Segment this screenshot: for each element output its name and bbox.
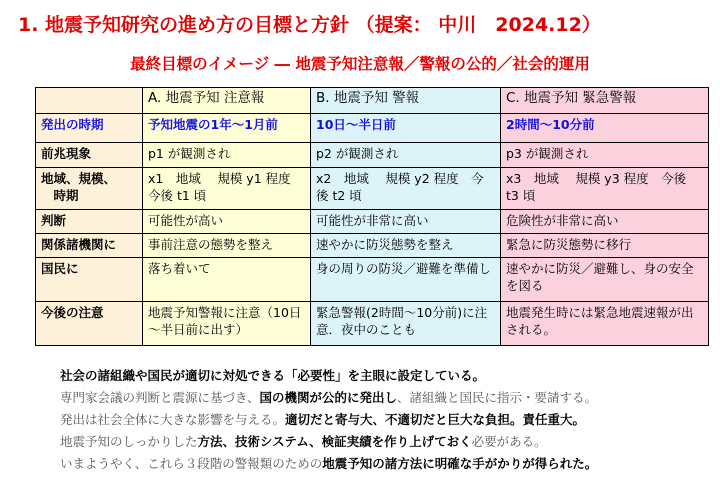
cell-c: x3 地域 規模 y3 程度 今後 t3 頃 [501, 168, 709, 210]
note-line-2 [60, 387, 710, 409]
cell-a: 可能性が高い [143, 210, 311, 234]
row-label: 国民に [36, 258, 143, 302]
note-3a: 発出は社会全体に大きな影響を与える。 [60, 412, 286, 427]
table-row [36, 302, 709, 346]
cell-b: x2 地域 規模 y2 程度 今後 t2 頃 [311, 168, 501, 210]
table-row [36, 234, 709, 258]
row-label: 発出の時期 [36, 114, 143, 143]
cell-a: p1 が観測され [143, 143, 311, 168]
table-row [36, 114, 709, 143]
note-line-4 [60, 431, 710, 453]
cell-b: 速やかに防災態勢を整え [311, 234, 501, 258]
note-5a: いまようやく、これら３段階の警報類のための [60, 456, 323, 471]
cell-a: 予知地震の1年～1月前 [143, 114, 311, 143]
page-subtitle: 最終目標のイメージ ― 地震予知注意報／警報の公的／社会的運用 [130, 55, 590, 73]
row-label: 判断 [36, 210, 143, 234]
note-4a: 地震予知のしっかりした [60, 434, 198, 449]
row-label: 関係諸機関に [36, 234, 143, 258]
cell-a: 地震予知警報に注意（10日～半日前に出す） [143, 302, 311, 346]
note-5b: 地震予知の諸方法に明確な手がかりが得られた。 [322, 456, 598, 471]
note-2c: 、諸組織と国民に指示・要請する。 [397, 390, 598, 405]
cell-b: 身の周りの防災／避難を準備し [311, 258, 501, 302]
header-cell-c: C. 地震予知 緊急警報 [501, 88, 709, 114]
note-3b: 適切だと寄与大、不適切だと巨大な負担。責任重大。 [285, 412, 586, 427]
note-4c: 必要がある。 [471, 434, 547, 449]
note-4b: 方法、技術システム、検証実績を作り上げておく [197, 434, 472, 449]
row-label: 前兆現象 [36, 143, 143, 168]
table-row [36, 143, 709, 168]
cell-c: 2時間～10分前 [501, 114, 709, 143]
cell-a: x1 地域 規模 y1 程度 今後 t1 頃 [143, 168, 311, 210]
table-row [36, 258, 709, 302]
header-cell-b: B. 地震予知 警報 [311, 88, 501, 114]
cell-c: 危険性が非常に高い [501, 210, 709, 234]
page-title: 1. 地震予知研究の進め方の目標と方針 （提案： 中川 2024.12） [18, 14, 601, 36]
note-2a: 専門家会議の判断と震源に基づき、 [60, 390, 260, 405]
header-cell-a: A. 地震予知 注意報 [143, 88, 311, 114]
table-header-row [36, 88, 709, 114]
note-line-5 [60, 453, 710, 475]
cell-a: 事前注意の態勢を整え [143, 234, 311, 258]
note-line-3 [60, 409, 710, 431]
cell-a: 落ち着いて [143, 258, 311, 302]
cell-b: 緊急警報(2時間～10分前)に注意．夜中のことも [311, 302, 501, 346]
cell-b: 可能性が非常に高い [311, 210, 501, 234]
warning-levels-table [35, 87, 709, 346]
note-line-1 [60, 365, 710, 387]
header-cell-blank [36, 88, 143, 114]
note-1-text: 社会の諸組織や国民が適切に対処できる「必要性」を主眼に設定している。 [60, 368, 486, 383]
cell-c: 速やかに防災／避難し、身の安全を図る [501, 258, 709, 302]
row-label: 地域、規模、 時期 [36, 168, 143, 210]
table-row [36, 168, 709, 210]
cell-c: 緊急に防災態勢に移行 [501, 234, 709, 258]
cell-c: 地震発生時には緊急地震速報が出される。 [501, 302, 709, 346]
cell-c: p3 が観測され [501, 143, 709, 168]
table-row [36, 210, 709, 234]
note-2b: 国の機関が公的に発出し [259, 390, 398, 405]
row-label: 今後の注意 [36, 302, 143, 346]
cell-b: 10日～半日前 [311, 114, 501, 143]
cell-b: p2 が観測され [311, 143, 501, 168]
notes-section [60, 365, 710, 475]
